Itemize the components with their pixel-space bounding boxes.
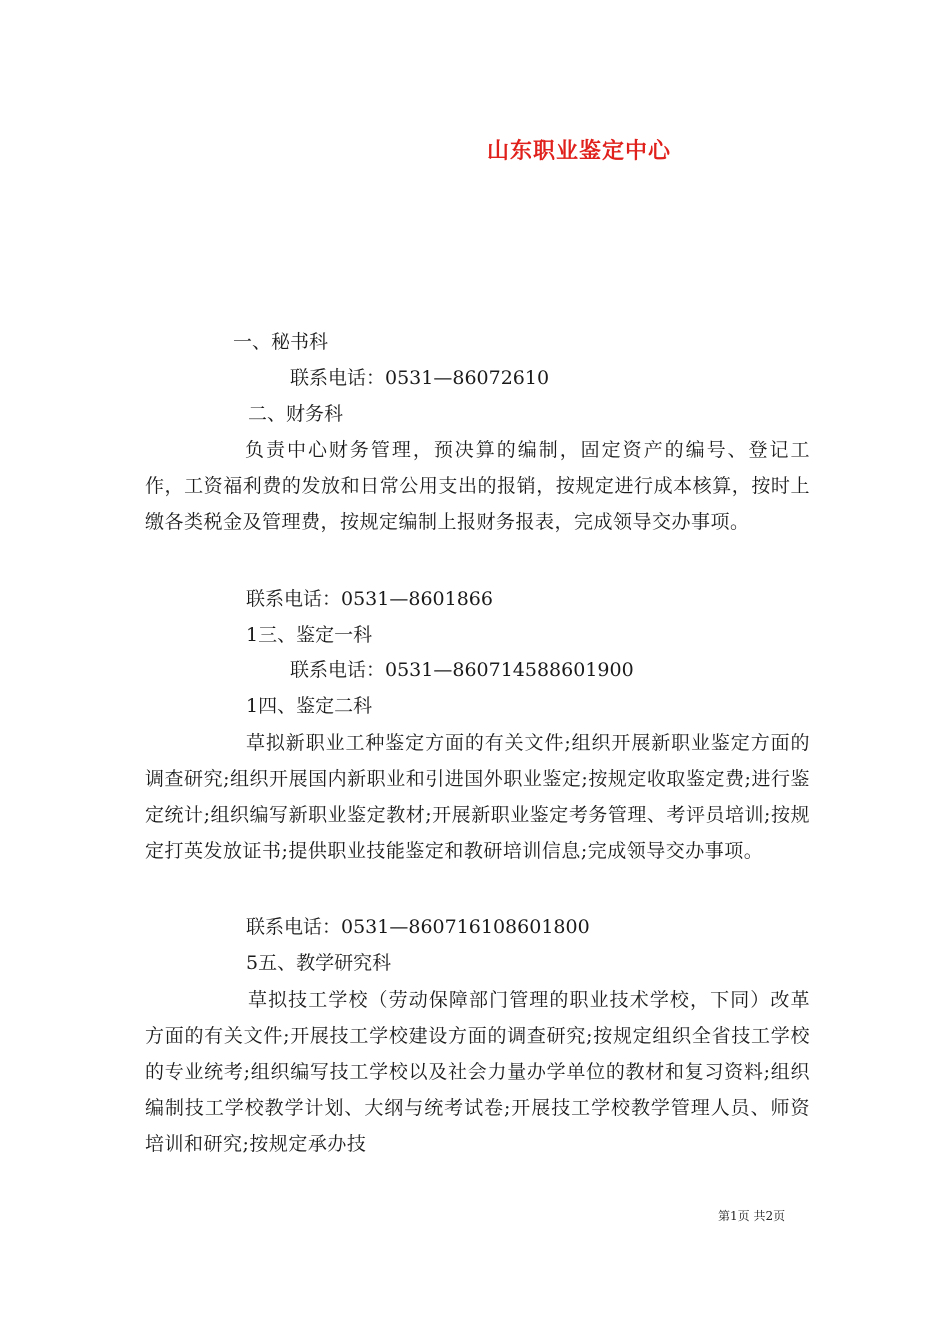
section-heading-teaching-research: 5五、教学研究科: [246, 952, 392, 974]
paragraph-teaching-research: 草拟技工学校（劳动保障部门管理的职业技术学校，下同）改革方面的有关文件;开展技工学校建设方面的调查研究;按规定组织全省技工学校的专业统考;组织编写技工学校以及社会力量办学单位的教材和复习资料;组织编制技工学校教学计划、大纲与统考试卷;开展技工学校教学管理人员、师资培训和研究;按规定承办技: [145, 989, 810, 1155]
paragraph-appraisal-2: 草拟新职业工种鉴定方面的有关文件;组织开展新职业鉴定方面的调查研究;组织开展国内新职业和引进国外职业鉴定;按规定收取鉴定费;进行鉴定统计;组织编写新职业鉴定教材;开展新职业鉴定考务管理、考评员培训;按规定打英发放证书;提供职业技能鉴定和教研培训信息;完成领导交办事项。: [145, 732, 810, 862]
section-heading-appraisal-1: 1三、鉴定一科: [246, 624, 373, 646]
section-heading-secretariat: 一、秘书科: [233, 331, 329, 353]
page-title: 山东职业鉴定中心: [487, 138, 672, 164]
phone-appraisal-1: 联系电话：0531—860714588601900: [290, 659, 634, 681]
phone-secretariat: 联系电话：0531—86072610: [290, 367, 550, 389]
section-heading-finance: 二、财务科: [248, 403, 344, 425]
phone-appraisal-2: 联系电话：0531—860716108601800: [246, 916, 590, 938]
paragraph-finance: 负责中心财务管理，预决算的编制，固定资产的编号、登记工作，工资福利费的发放和日常公用支出的报销，按规定进行成本核算，按时上缴各类税金及管理费，按规定编制上报财务报表，完成领导交办事项。: [145, 439, 810, 533]
page-number: 第1页 共2页: [718, 1209, 786, 1223]
phone-finance: 联系电话：0531—8601866: [246, 588, 493, 610]
section-heading-appraisal-2: 1四、鉴定二科: [246, 695, 373, 717]
